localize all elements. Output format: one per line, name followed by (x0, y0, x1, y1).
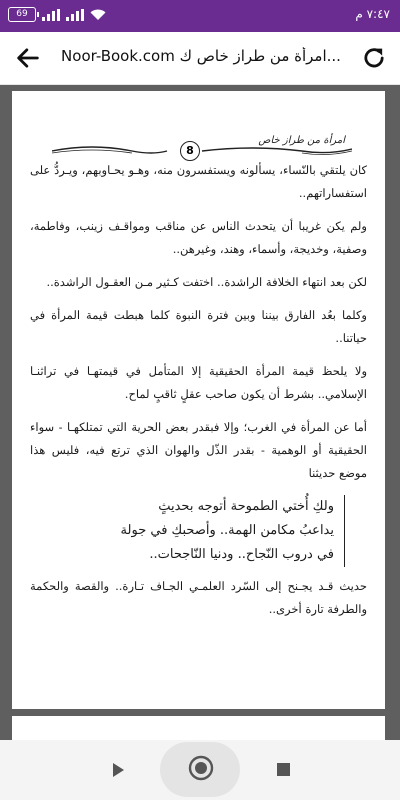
signal-icon (42, 9, 60, 21)
refresh-icon[interactable] (360, 44, 388, 72)
battery-level: 69 (16, 9, 28, 19)
status-time: ٧:٤٧ م (355, 7, 390, 21)
status-bar (0, 0, 400, 32)
paragraph: وكلما بعُد الفارق بيننا وبين فترة النبوة كلما هبطت قيمة المرأة في حياتنا.. (30, 308, 367, 345)
page-content (30, 159, 367, 631)
arrow-left-icon[interactable] (14, 44, 42, 72)
status-icons (8, 7, 106, 22)
paragraph: ولا يلحظ قيمة المرأة الحقيقية إلا المتأمل في قيمتهـا في تراثنـا الإسلامي.. بشرط أن يكون صاحب عقلٍ ثاقبٍ لماح. (30, 364, 367, 401)
poem-line: في دروب النّجاح.. ودنيا النّاجحات.. (149, 547, 334, 562)
circle-home-icon[interactable] (186, 753, 216, 783)
battery-icon (8, 7, 36, 22)
paragraph: حديث قـد يجـنح إلى السّرد العلمـي الجـاف تـارة.. والقصة والحكمة والطرفة تارة أخرى.. (30, 579, 367, 616)
poem-line: ولكِ أُختي الطموحة أتوجه بحديثٍ (158, 499, 334, 514)
signal-icon-2 (66, 9, 84, 21)
system-nav-bar (0, 740, 400, 800)
triangle-back-icon[interactable] (110, 762, 126, 778)
book-reader[interactable] (0, 85, 400, 740)
wifi-icon (90, 9, 106, 21)
book-page[interactable] (12, 91, 385, 709)
paragraph: أما عن المرأة في الغرب؛ وإلا فبقدر بعض الحرية التي تمتلكهـا - سواء الحقيقية أو الوهمية - بقدر الذّل والهوان الذي ترتع فيه، فليس هذا موضع حديثنا (30, 420, 367, 480)
page-number: 8 (180, 141, 200, 161)
square-recents-icon[interactable] (277, 763, 290, 776)
running-head: امرأة من طراز خاص (258, 135, 345, 146)
page-title: Noor-Book.com امرأة من طراز خاص ك... (61, 47, 341, 65)
paragraph: كان يلتقي بالنّساء، يسألونه ويستفسرون منه، وهـو يحـاوبهم، ويـردُّ على استفساراتهم.. (30, 163, 367, 200)
app-bar (0, 32, 400, 85)
paragraph: ولم يكن غريبا أن يتحدث الناس عن مناقب ومواقـف زينب، وفاطمة، وصفية، وخديجة، وأسماء، وهند، وغيرهن.. (30, 219, 367, 256)
poem-line: يداعبُ مكامن الهمة.. وأصحبكِ في جولة (120, 523, 334, 538)
paragraph: لكن بعد انتهاء الخلافة الراشدة.. اختفت كـثير مـن العقـول الراشدة.. (46, 275, 367, 289)
poem-block (60, 495, 345, 567)
